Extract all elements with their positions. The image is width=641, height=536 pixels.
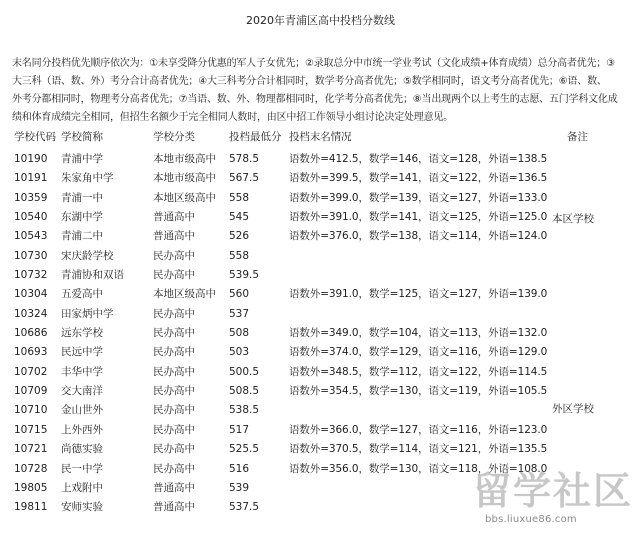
last-detail-cell: 语数外=366.0，数学=127，语文=116，外语=123.0 — [289, 423, 548, 436]
header-school-code: 学校代码 — [14, 131, 56, 143]
note-line: 绩和体育成绩完全相同，但招生名额少于完全相同人数时，由区中招工作领导小组讨论决定处理意见。 — [12, 112, 453, 123]
header-school-type: 学校分类 — [153, 131, 195, 143]
min-score-cell: 539 — [229, 481, 250, 494]
table-row — [14, 189, 634, 208]
min-score-cell: 500.5 — [229, 365, 260, 378]
min-score-cell: 560 — [229, 288, 250, 301]
min-score-cell: 558 — [229, 191, 250, 204]
last-detail-cell: 语数外=399.0，数学=139，语文=127，外语=133.0 — [289, 191, 548, 204]
table-row — [14, 421, 634, 440]
school-type-cell: 民办高中 — [153, 249, 195, 262]
header-min-score: 投档最低分 — [229, 131, 282, 143]
watermark-url: bbs.liuxue86.com — [485, 514, 577, 525]
table-row — [14, 498, 634, 517]
table-row — [14, 382, 634, 401]
school-type-cell: 普通高中 — [153, 481, 195, 494]
remark-outer-schools: 外区学校 — [552, 403, 594, 415]
school-type-cell: 本地市级高中 — [153, 172, 216, 185]
last-detail-cell: 语数外=391.0，数学=141，语文=125，外语=125.0 — [289, 211, 548, 224]
last-detail-cell: 语数外=374.0，数学=129，语文=116，外语=129.0 — [289, 346, 548, 359]
min-score-cell: 538.5 — [229, 404, 260, 417]
min-score-cell: 516 — [229, 462, 250, 475]
school-name-cell: 宋庆龄学校 — [61, 249, 114, 262]
table-row — [14, 150, 634, 169]
last-detail-cell: 语数外=391.0，数学=125，语文=127，外语=139.0 — [289, 288, 548, 301]
school-name-cell: 远东学校 — [61, 327, 103, 340]
school-name-cell: 青浦协和双语 — [61, 269, 124, 282]
tie-break-note — [12, 55, 634, 127]
table-row — [14, 169, 634, 188]
school-type-cell: 本地区级高中 — [153, 191, 216, 204]
school-type-cell: 本地市级高中 — [153, 153, 216, 165]
table-row — [14, 479, 634, 498]
school-name-cell: 青浦一中 — [61, 191, 103, 204]
school-code-cell: 10543 — [14, 230, 48, 243]
school-type-cell: 民办高中 — [153, 443, 195, 456]
school-code-cell: 10721 — [14, 443, 48, 456]
min-score-cell: 578.5 — [229, 153, 260, 165]
last-detail-cell: 语数外=412.5，数学=146，语文=128，外语=138.5 — [289, 153, 548, 165]
table-row — [14, 227, 634, 246]
min-score-cell: 503 — [229, 346, 250, 359]
table-row — [14, 343, 634, 362]
table-row — [14, 208, 634, 227]
min-score-cell: 567.5 — [229, 172, 260, 185]
remark-local-schools: 本区学校 — [552, 213, 594, 225]
page-title: 2020年青浦区高中投档分数线 — [246, 14, 395, 27]
table-row — [14, 266, 634, 285]
school-type-cell: 民办高中 — [153, 269, 195, 282]
table-row — [14, 460, 634, 479]
table-row — [14, 324, 634, 343]
school-name-cell: 民一中学 — [61, 462, 103, 475]
school-name-cell: 尚德实验 — [61, 443, 103, 456]
school-type-cell: 民办高中 — [153, 423, 195, 436]
min-score-cell: 508 — [229, 327, 250, 340]
table-row — [14, 440, 634, 459]
school-type-cell: 民办高中 — [153, 404, 195, 417]
school-code-cell: 10730 — [14, 249, 48, 262]
school-name-cell: 民远中学 — [61, 346, 103, 359]
school-name-cell: 交大南洋 — [61, 385, 103, 398]
school-name-cell: 五爱高中 — [61, 288, 103, 301]
header-last-detail: 投档末名情况 — [289, 131, 352, 143]
school-code-cell: 10540 — [14, 211, 48, 224]
school-name-cell: 安师实验 — [61, 501, 103, 514]
school-code-cell: 10702 — [14, 365, 48, 378]
min-score-cell: 539.5 — [229, 269, 260, 282]
school-type-cell: 民办高中 — [153, 462, 195, 475]
min-score-cell: 517 — [229, 423, 250, 436]
min-score-cell: 525.5 — [229, 443, 260, 456]
table-row — [14, 247, 634, 266]
svg-text:留学社区: 留学社区 — [473, 469, 634, 513]
school-code-cell: 19805 — [14, 481, 48, 494]
school-name-cell: 青浦二中 — [61, 230, 103, 243]
table-body — [14, 150, 634, 518]
min-score-cell: 545 — [229, 211, 250, 224]
table-header-row — [14, 128, 634, 148]
last-detail-cell: 语数外=349.0，数学=104，语文=113，外语=132.0 — [289, 327, 548, 340]
min-score-cell: 526 — [229, 230, 250, 243]
school-code-cell: 10709 — [14, 385, 48, 398]
min-score-cell: 537.5 — [229, 501, 260, 514]
school-code-cell: 10191 — [14, 172, 48, 185]
last-detail-cell: 语数外=370.5，数学=114，语文=121，外语=135.5 — [289, 443, 548, 456]
school-type-cell: 本地区级高中 — [153, 288, 216, 301]
school-code-cell: 10715 — [14, 423, 48, 436]
note-line: 末名同分投档优先顺序依次为：①未享受降分优惠的军人子女优先；②录取总分中市统一学业考试（文化成绩+体育成绩）总分高者优先；③ — [12, 58, 615, 69]
header-school-name: 学校简称 — [61, 131, 103, 143]
school-type-cell: 民办高中 — [153, 327, 195, 340]
school-code-cell: 10324 — [14, 307, 48, 320]
school-type-cell: 民办高中 — [153, 385, 195, 398]
school-name-cell: 青浦中学 — [61, 153, 103, 165]
last-detail-cell: 语数外=376.0，数学=138，语文=114，外语=124.0 — [289, 230, 548, 243]
school-code-cell: 10693 — [14, 346, 48, 359]
school-code-cell: 10190 — [14, 153, 48, 165]
school-type-cell: 民办高中 — [153, 346, 195, 359]
header-remark: 备注 — [567, 131, 588, 143]
school-name-cell: 上戏附中 — [61, 481, 103, 494]
school-type-cell: 普通高中 — [153, 230, 195, 243]
min-score-cell: 558 — [229, 249, 250, 262]
school-code-cell: 10710 — [14, 404, 48, 417]
last-detail-cell: 语数外=354.5，数学=130，语文=119，外语=105.5 — [289, 385, 548, 398]
school-name-cell: 朱家角中学 — [61, 172, 114, 185]
school-code-cell: 10304 — [14, 288, 48, 301]
school-code-cell: 10359 — [14, 191, 48, 204]
table-row — [14, 363, 634, 382]
last-detail-cell: 语数外=356.0，数学=130，语文=118，外语=108.0 — [289, 462, 548, 475]
note-line: 外考分都相同时，物理考分高者优先；⑦当语、数、外、物理都相同时，化学考分高者优先；⑧当出现两个以上考生的志愿、五门学科文化成 — [12, 94, 618, 105]
school-code-cell: 10686 — [14, 327, 48, 340]
school-name-cell: 丰华中学 — [61, 365, 103, 378]
school-type-cell: 民办高中 — [153, 365, 195, 378]
table-row — [14, 285, 634, 304]
score-table — [14, 128, 634, 518]
min-score-cell: 508.5 — [229, 385, 260, 398]
school-code-cell: 19811 — [14, 501, 48, 514]
last-detail-cell: 语数外=399.5，数学=141，语文=122，外语=136.5 — [289, 172, 548, 185]
table-row — [14, 401, 634, 420]
min-score-cell: 537 — [229, 307, 250, 320]
school-name-cell: 东湖中学 — [61, 211, 103, 224]
table-row — [14, 305, 634, 324]
school-type-cell: 普通高中 — [153, 211, 195, 224]
school-type-cell: 民办高中 — [153, 307, 195, 320]
note-line: 大三科（语、数、外）考分合计高者优先；④大三科考分合计相同时，数学考分高者优先；⑤数学相同时，语文考分高者优先；⑥语、数、 — [12, 76, 607, 87]
school-name-cell: 金山世外 — [61, 404, 103, 417]
school-name-cell: 上外西外 — [61, 423, 103, 436]
last-detail-cell: 语数外=348.5，数学=112，语文=122，外语=114.5 — [289, 365, 548, 378]
school-code-cell: 10728 — [14, 462, 48, 475]
school-type-cell: 普通高中 — [153, 501, 195, 514]
school-name-cell: 田家炳中学 — [61, 307, 114, 320]
school-code-cell: 10732 — [14, 269, 48, 282]
